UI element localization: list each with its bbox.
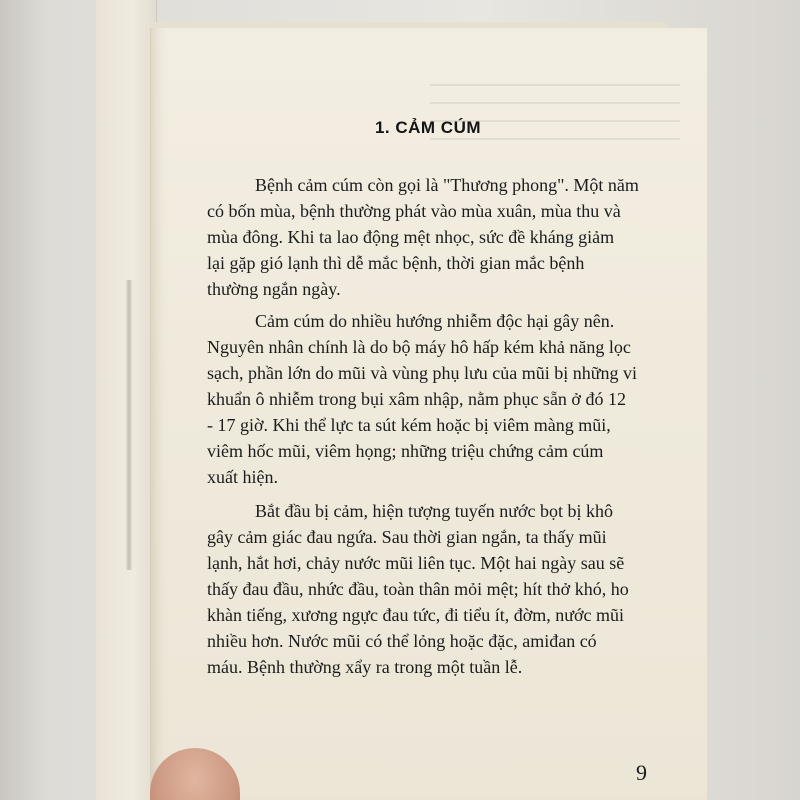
text-line: Bắt đầu bị cảm, hiện tượng tuyến nước bọt bị khô	[255, 501, 613, 521]
text-line: - 17 giờ. Khi thể lực ta sút kém hoặc bị viêm màng mũi,	[207, 415, 611, 435]
text-line: mùa đông. Khi ta lao động mệt nhọc, sức đề kháng giảm	[207, 227, 615, 247]
text-line: Bệnh cảm cúm còn gọi là "Thương phong". Một năm	[255, 175, 639, 195]
chapter-heading: 1. CẢM CÚM	[374, 118, 482, 137]
text-line: gây cảm giác đau ngứa. Sau thời gian ngắn, ta thấy mũi	[207, 527, 607, 547]
text-line: khuẩn ô nhiễm trong bụi xâm nhập, nằm phục sẵn ở đó 12	[207, 389, 626, 409]
text-line: sạch, phần lớn do mũi và vùng phụ lưu của mũi bị những vi	[207, 363, 637, 383]
paragraph-3	[207, 498, 677, 680]
text-line: thấy đau đầu, nhức đầu, toàn thân mỏi mệt; hít thở khó, ho	[207, 579, 629, 599]
text-line: khàn tiếng, xương ngực đau tức, đi tiểu ít, đờm, nước mũi	[207, 605, 625, 625]
paragraph-2	[207, 308, 677, 490]
text-line: xuất hiện.	[207, 467, 278, 487]
text-line: viêm hốc mũi, viêm họng; những triệu chứng cảm cúm	[207, 441, 604, 461]
paragraph-1	[207, 172, 677, 302]
text-line: thường ngắn ngày.	[207, 279, 341, 299]
text-line: có bốn mùa, bệnh thường phát vào mùa xuân, mùa thu và	[207, 201, 621, 221]
page-number: 9	[636, 760, 647, 785]
text-line: Cảm cúm do nhiều hướng nhiễm độc hại gây nên.	[255, 311, 615, 331]
text-line: nhiều hơn. Nước mũi có thể lỏng hoặc đặc, amiđan có	[207, 631, 597, 651]
text-line: lạnh, hắt hơi, chảy nước mũi liên tục. Một hai ngày sau sẽ	[207, 553, 625, 573]
page-crease-shadow	[126, 280, 132, 570]
text-line: Nguyên nhân chính là do bộ máy hô hấp kém khả năng lọc	[207, 337, 631, 357]
text-line: máu. Bệnh thường xẩy ra trong một tuần lễ.	[207, 657, 523, 677]
text-line: lại gặp gió lạnh thì dễ mắc bệnh, thời gian mắc bệnh	[207, 253, 585, 273]
